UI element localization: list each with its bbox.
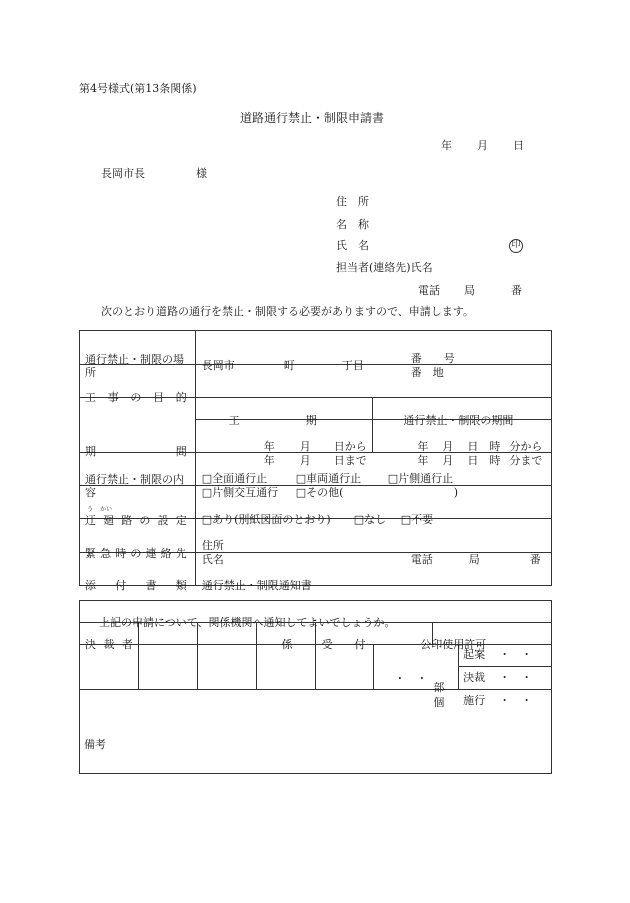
date-day: 日 — [513, 139, 524, 152]
emergency-phone-label: 電話 — [410, 552, 433, 566]
purpose-char: 的 — [175, 391, 187, 404]
content-row — [80, 453, 552, 486]
addressee-name: 長岡市長 — [101, 167, 145, 180]
date-year: 年 — [441, 139, 452, 152]
to-year: 年 — [263, 454, 275, 467]
attachment-value-cell — [195, 553, 551, 592]
to-time-hour: 時 — [489, 454, 501, 467]
ko-label: 個 — [433, 696, 445, 709]
attachment-char: 書 — [145, 579, 157, 592]
addressee-honorific: 様 — [196, 167, 207, 180]
seal-permission-cell[interactable] — [374, 645, 459, 709]
purpose-label — [85, 392, 187, 403]
location-machi: 町 — [283, 358, 295, 372]
from-time-hour: 時 — [489, 440, 501, 453]
period-label-cell — [80, 398, 196, 458]
purpose-char: 目 — [153, 391, 165, 404]
intro-text: 次のとおり道路の通行を禁止・制限する必要がありますので、申請します。 — [101, 305, 474, 318]
draft-label: 起案 — [463, 648, 486, 661]
purpose-char: 工 — [85, 391, 96, 404]
location-ban: 番 号 — [410, 351, 455, 365]
from-time-day: 日 — [467, 440, 479, 453]
location-chome: 丁目 — [341, 358, 364, 372]
emergency-char: 先 — [175, 546, 187, 560]
attachment-char: 付 — [115, 579, 127, 592]
from-day: 日から — [333, 440, 367, 453]
applicant-phone-area: 局 — [464, 284, 475, 297]
emergency-phone-number: 番 — [529, 552, 541, 566]
bu-label: 部 — [433, 681, 445, 694]
restriction-period-header — [373, 398, 552, 427]
application-table — [79, 330, 552, 592]
to-time-day: 日 — [467, 454, 479, 467]
from-month: 月 — [299, 440, 311, 453]
internal-approval-table — [79, 600, 552, 774]
applicant-entity-label: 名 称 — [336, 218, 369, 231]
attachment-char: 類 — [175, 579, 187, 592]
emergency-name-label: 氏名 — [201, 552, 224, 566]
attachment-value: 通行禁止・制限通知書 — [201, 579, 312, 592]
location-banchi: 番 地 — [410, 365, 444, 379]
enforcement-label: 施行 — [463, 694, 486, 707]
emergency-char: の — [130, 546, 142, 560]
option-other[interactable]: □その他( — [295, 486, 344, 499]
seal-permission-label: 公印使用許可 — [420, 637, 487, 651]
option-one-side-closure[interactable]: □片側通行止 — [387, 472, 454, 485]
to-time-month: 月 — [442, 454, 454, 467]
approval-label: 決裁 — [463, 671, 486, 684]
stamp-cell-2[interactable] — [138, 645, 197, 690]
seal-mark — [509, 238, 523, 253]
applicant-phone-label: 電話 — [418, 284, 440, 297]
to-time-year: 年 — [417, 454, 429, 467]
option-alternating-traffic[interactable]: □片側交互通行 — [201, 486, 279, 499]
emergency-label — [85, 548, 187, 559]
section-label: 係 — [281, 637, 293, 651]
location-label: 通行禁止・制限の場所 — [85, 352, 184, 379]
decision-char: 決 — [85, 637, 96, 651]
applicant-phone-number: 番 — [511, 284, 522, 297]
seal-circle: 印 — [509, 239, 523, 253]
emergency-char: 時 — [115, 546, 127, 560]
construction-period-header — [195, 398, 373, 427]
approval-date[interactable]: ・ ・ — [499, 671, 533, 684]
period-char: 期 — [85, 445, 96, 458]
stamp-cell-4[interactable] — [256, 645, 315, 690]
location-city: 長岡市 — [201, 358, 235, 372]
detour-char: 迂 — [85, 514, 96, 527]
emergency-char: 急 — [100, 546, 112, 560]
location-label-cell — [80, 331, 196, 379]
purpose-char: の — [130, 391, 142, 404]
emergency-char: 絡 — [160, 546, 172, 560]
page-title: 道路通行禁止・制限申請書 — [240, 111, 385, 125]
to-month: 月 — [299, 454, 311, 467]
emergency-phone-area: 局 — [468, 552, 480, 566]
question-cell — [80, 601, 552, 629]
decision-char: 者 — [121, 637, 133, 651]
decision-char: 裁 — [103, 637, 115, 651]
approval-stamp-row — [80, 645, 552, 690]
detour-ruby-u: う — [87, 506, 94, 513]
emergency-address-label: 住所 — [201, 538, 224, 552]
stamp-cell-5[interactable] — [315, 645, 374, 690]
detour-char: 設 — [157, 514, 169, 527]
location-row — [80, 331, 552, 365]
receipt-label: 受 付 — [321, 637, 366, 651]
option-full-closure[interactable]: □全面通行止 — [201, 472, 268, 485]
question-row — [80, 601, 552, 623]
form-number: 第4号様式(第13条関係) — [79, 82, 197, 95]
from-year: 年 — [263, 440, 275, 453]
detour-label — [85, 515, 187, 526]
enforcement-row — [459, 690, 551, 712]
period-char: 間 — [175, 445, 187, 458]
approval-date-row — [459, 667, 551, 690]
stamp-cell-3[interactable] — [197, 645, 256, 690]
notification-question: 上記の申請について、関係機関へ通知してよいでしょうか。 — [99, 615, 396, 629]
detour-option-yes[interactable]: □あり(別紙図面のとおり) — [201, 513, 331, 526]
emergency-char: 連 — [145, 546, 157, 560]
draft-row — [459, 644, 551, 667]
attachment-char: 添 — [85, 579, 96, 592]
from-time-year: 年 — [417, 440, 429, 453]
contact-person-label: 担当者(連絡先)氏名 — [336, 261, 433, 274]
applicant-address-label: 住 所 — [336, 195, 369, 208]
remarks-label: 備考 — [84, 737, 106, 751]
enforcement-date[interactable]: ・ ・ — [499, 694, 533, 707]
seal-permission-header — [420, 623, 552, 651]
detour-option-no[interactable]: □なし — [353, 513, 387, 526]
from-time-minute: 分から — [509, 440, 543, 453]
stamp-cell-1[interactable] — [80, 645, 139, 690]
process-dates-cell — [459, 645, 552, 707]
from-time-month: 月 — [442, 440, 454, 453]
detour-char: 定 — [175, 514, 187, 527]
detour-char: 路 — [121, 514, 133, 527]
detour-option-unnecessary[interactable]: □不要 — [400, 513, 434, 526]
content-label: 通行禁止・制限の内容 — [85, 473, 184, 499]
emergency-char: 緊 — [85, 546, 96, 560]
purpose-char: 事 — [107, 391, 119, 404]
seal-date-dots: ・ ・ — [394, 672, 428, 685]
applicant-name-label: 氏 名 — [336, 239, 369, 252]
restriction-period-label: 通行禁止・制限の期間 — [403, 413, 514, 427]
date-month: 月 — [477, 139, 488, 152]
to-time-minute: 分まで — [509, 454, 543, 467]
location-value-cell[interactable] — [195, 331, 551, 379]
option-other-close-paren: ) — [453, 486, 459, 499]
construction-period-label: 工 期 — [228, 413, 317, 427]
purpose-value-cell[interactable] — [195, 365, 551, 398]
detour-char: の — [139, 514, 151, 527]
option-vehicle-closure[interactable]: □車両通行止 — [295, 472, 362, 485]
detour-char: 廻 — [103, 514, 115, 527]
attachment-label — [85, 580, 187, 591]
detour-ruby-kai: かい — [100, 506, 113, 513]
period-label — [85, 446, 187, 457]
to-day: 日まで — [333, 454, 367, 467]
decision-maker-label — [85, 639, 133, 650]
draft-date[interactable]: ・ ・ — [499, 648, 533, 661]
